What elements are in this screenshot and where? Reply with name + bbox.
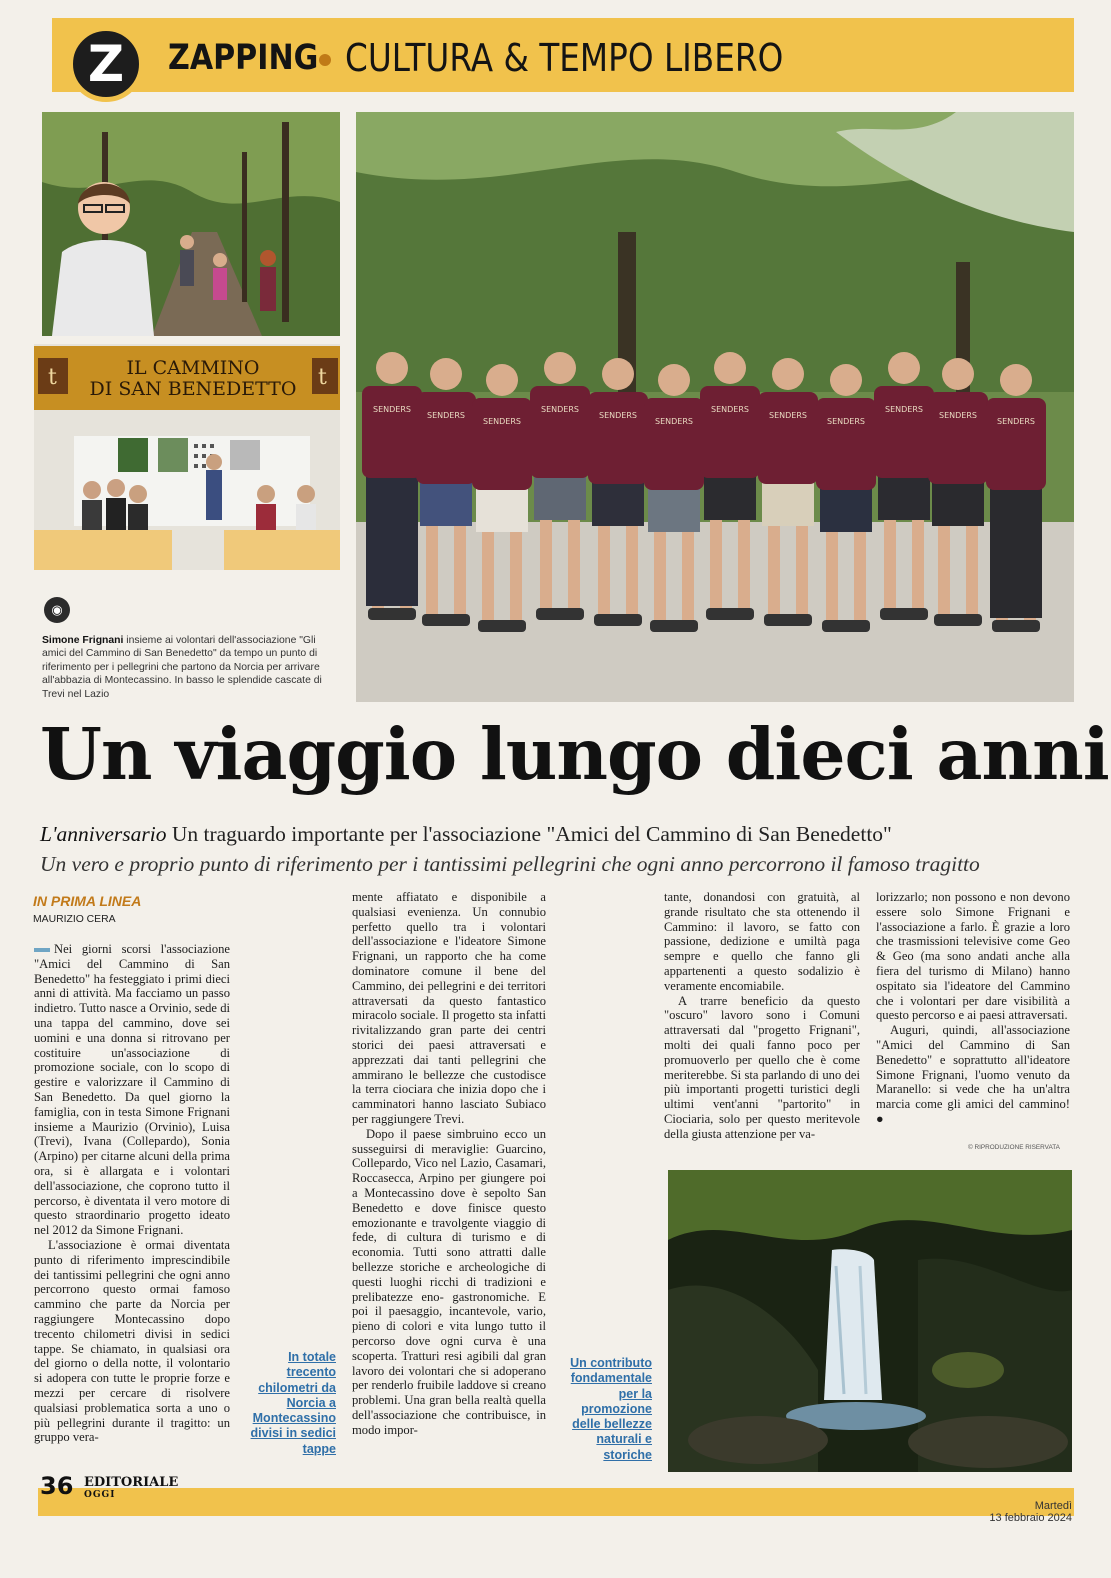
page-number: 36 xyxy=(40,1472,74,1500)
pull-quote-2: Un contributo fondamentale per la promozione delle bellezze naturali e storiche xyxy=(570,1356,652,1462)
footer-band xyxy=(38,1488,1074,1516)
paper-title: EDITORIALE xyxy=(84,1475,179,1490)
banner-line-2: DI SAN BENEDETTO xyxy=(89,378,297,400)
col4-paragraph-1: lorizzarlo; non possono e non devono essere solo Simone Frignani e l'associazione a farlo. È grazie a loro che trasmissioni televisive come Geo & Geo (ma sono andati anche alla fiera del turismo di Milano) hanno ospitato sia l'ideatore del Cammino che i volontari per dare visibilità a questo percorso e ai paesi attraversati. xyxy=(876,890,1070,1023)
paper-subtitle: OGGI xyxy=(84,1490,116,1500)
shirt-logo: SENDERS xyxy=(827,417,865,426)
section-title: ZAPPING xyxy=(168,38,319,78)
copyright-note: © RIPRODUZIONE RISERVATA xyxy=(968,1144,1060,1151)
issue-day: Martedì xyxy=(1034,1500,1072,1512)
logo-letter: Z xyxy=(87,35,125,93)
lead-marker xyxy=(34,948,50,952)
text-column-4 xyxy=(876,890,1070,1127)
col2-paragraph-2: Dopo il paese simbruino ecco un susseguirsi di meraviglie: Guarcino, Collepardo, Vico nel Lazio, Casamari, Roccasecca, Arpino per giungere poi a Montecassino dove è sepolto San Benedetto e dove finisce questo emozionante e travolgente viaggio di fede, di cultura di turismo e di economia. Tutti sono attratti dalle bellezze storiche e archeologiche di questi luoghi ricchi di tradizioni e prelibatezze eno- gastronomiche. E poi il paesaggio, incantevole, vario, pieno di colori e vita lungo tutto il percorso dove ogni curva è una scoperta. Tratturi resi agibili dal gran lavoro dei volontari che si adoperano per renderlo fruibile laddove si creano problemi. Una gran bella realtà quella dell'associazione che contribuisce, in modo impor- xyxy=(352,1126,546,1437)
svg-text:t: t xyxy=(48,365,57,390)
photo-caption xyxy=(42,634,342,701)
issue-date-text: 13 febbraio 2024 xyxy=(989,1512,1072,1524)
camera-icon: ◉ xyxy=(44,597,70,623)
author-byline: MAURIZIO CERA xyxy=(33,914,116,925)
shirt-logo: SENDERS xyxy=(769,411,807,420)
z-logo-icon xyxy=(68,26,144,102)
col3-paragraph-1: tante, donandosi con gratuità, al grande risultato che sta ottenendo il Cammino: il lavoro, se fatto con passione, dedizione e umiltà paga sempre e quello che fanno gli appartenenti a questo sodalizio è veramente encomiabile. xyxy=(664,890,860,993)
issue-date xyxy=(950,1500,1072,1524)
photo-association-stand xyxy=(34,344,340,570)
caption-name: Simone Frignani xyxy=(42,635,124,646)
col1-paragraph-2: L'associazione è ormai diventata punto di riferimento imprescindibile dei tantissimi pellegrini che ogni anno percorrono questo ormai famoso cammino che parte da Norcia per raggiungere Montecassino dopo trecento chilometri divisi in sedici tappe. Se chiamato, in qualsiasi ora del giorno o della notte, il volontario si adopera con tutte le proprie forze e mezzi per cercare di risolvere qualsiasi problematica sorta a uno o più pellegrini durante il tragitto: un gruppo vera- xyxy=(34,1237,230,1445)
subsection-title: CULTURA & TEMPO LIBERO xyxy=(345,36,784,80)
col4-p2-text: Auguri, quindi, all'associazione "Amici del Cammino di San Benedetto" e soprattutto all'ideatore Simone Frignani, l'uomo venuto da Maranello: si vede che ha un'altra marcia come gli amici del cammino! xyxy=(876,1023,1070,1112)
col1-p1-text: Nei giorni scorsi l'associazione "Amici del Cammino di San Benedetto" ha festeggiato i primi dieci anni di attività. Ma facciamo un passo indietro. Tutto nasce a Orvinio, sede di una tappa del cammino, dove sei uomini e una donna si ritrovano per costituire un'associazione di promozione sociale, con lo scopo di gestire e valorizzare il Cammino di San Benedetto. Da quel giorno la famiglia, con in testa Simone Frignani insieme a Maurizio (Orvinio), Luisa (Trevi), Ivana (Collepardo), Sonia (Arpino) per citarne alcuni della prima ora, si è allargata e i volontari dell'associazione, che coprono tutto il percorso, è diventata il vero motore di questo straordinario progetto ideato nel 2012 da Simone Frignani. xyxy=(34,942,230,1238)
shirt-logo: SENDERS xyxy=(997,417,1035,426)
end-mark-icon: ● xyxy=(876,1111,884,1126)
text-column-2 xyxy=(352,890,546,1437)
forest-illustration xyxy=(42,112,340,336)
shirt-logo: SENDERS xyxy=(599,411,637,420)
shirt-logo: SENDERS xyxy=(939,411,977,420)
rubric-label: IN PRIMA LINEA xyxy=(33,893,142,909)
separator-dot-icon xyxy=(319,54,331,66)
photo-trevi-waterfall xyxy=(668,1170,1072,1472)
article-title: Un viaggio lungo dieci anni xyxy=(40,712,1109,796)
col4-paragraph-2 xyxy=(876,1023,1070,1127)
newspaper-name xyxy=(84,1477,178,1501)
shirt-logo: SENDERS xyxy=(711,405,749,414)
volunteer-figure xyxy=(362,352,422,620)
shirt-logo: SENDERS xyxy=(483,417,521,426)
shirt-logo: SENDERS xyxy=(541,405,579,414)
shirt-logo: SENDERS xyxy=(655,417,693,426)
article-subtitle-1 xyxy=(40,822,892,847)
article-subtitle-2: Un vero e proprio punto di riferimento per i tantissimi pellegrini che ogni anno percorrono il famoso tragitto xyxy=(40,852,980,876)
waterfall-illustration xyxy=(668,1170,1072,1472)
caption-text: insieme ai volontari dell'associazione "Gli amici del Cammino di San Benedetto" da tempo un punto di riferimento per i pellegrini che partono da Norcia per arrivare all'abbazia di Montecassino. In basso le splendide cascate di Trevi nel Lazio xyxy=(42,635,322,700)
text-column-1 xyxy=(34,942,230,1445)
stand-banner xyxy=(78,358,308,400)
shirt-logo: SENDERS xyxy=(373,405,411,414)
banner-line-1: IL CAMMINO xyxy=(126,357,260,379)
pull-quote-1: In totale trecento chilometri da Norcia a Montecassino divisi in sedici tappe xyxy=(250,1350,336,1456)
shirt-logo: SENDERS xyxy=(427,411,465,420)
photo-volunteers-group xyxy=(356,112,1074,702)
group-illustration xyxy=(356,112,1074,702)
shirt-logo: SENDERS xyxy=(885,405,923,414)
volunteer-figure xyxy=(986,364,1046,632)
subtitle-1-text: Un traguardo importante per l'associazione "Amici del Cammino di San Benedetto" xyxy=(171,822,892,846)
svg-text:t: t xyxy=(318,365,327,390)
col2-paragraph-1: mente affiatato e disponibile a qualsiasi evenienza. Un connubio perfetto quello tra i volontari dell'associazione e l'ideatore Simone Frignani, un rapporto che ha come dominatore comune il bene del Cammino, dei pellegrini e dei territori attraversati da questo fantastico miracolo sociale. Il progetto sta infatti rivitalizzando gran parte dei centri storici dei paesi attraversati e apprezzati dai tanti pellegrini che ammirano le bellezze che custodisce la terra ciociara che inizia dopo che i camminatori hanno lasciato Subiaco per raggiungere Trevi. xyxy=(352,890,546,1126)
col3-paragraph-2: A trarre beneficio da questo "oscuro" lavoro sono i Comuni attraversati dal "progetto Frignani", molti dei quali fanno poco per promuoverlo per quello che è come meriterebbe. Si sta parlando di uno dei più importanti progetti turistici degli ultimi vent'anni "partorito" in Ciociaria, solo per questo meritevole della giusta attenzione per va- xyxy=(664,993,860,1141)
text-column-3 xyxy=(664,890,860,1142)
col1-paragraph-1 xyxy=(34,942,230,1238)
photo-forest-walk xyxy=(42,112,340,336)
article-kicker: L'anniversario xyxy=(40,822,167,846)
